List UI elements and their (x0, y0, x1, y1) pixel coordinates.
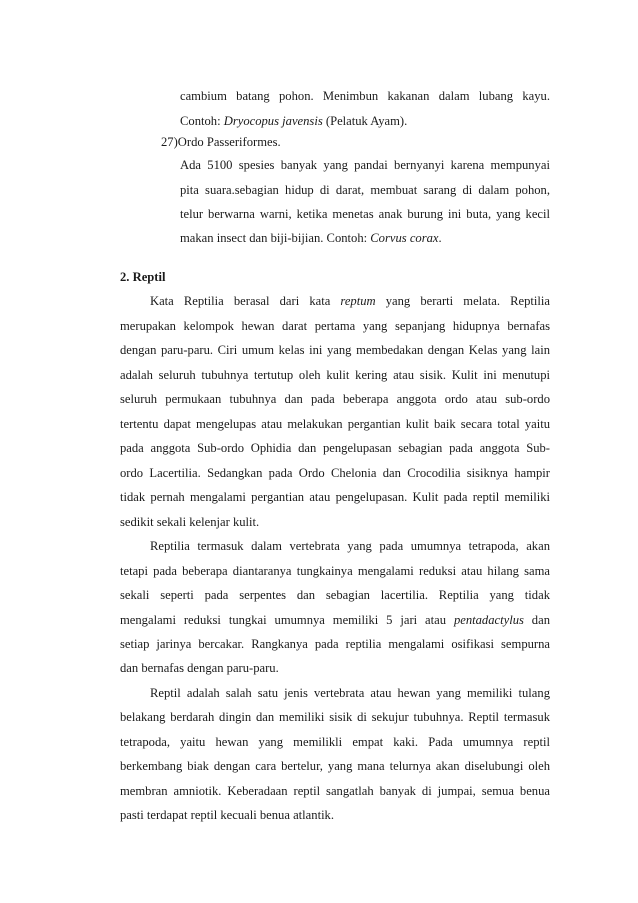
paragraph-line: tetapi pada beberapa diantaranya tungkainya mengalami reduksi atau hilang sama (120, 564, 550, 578)
paragraph-line: tetrapoda, yaitu hewan yang memilikli empat kaki. Pada umumnya reptil (120, 735, 550, 749)
list-text-line: pita suara.sebagian hidup di darat, membuat sarang di dalam pohon, (180, 183, 550, 197)
paragraph-line: berkembang biak dengan cara bertelur, yang mana telurnya akan diselubungi oleh (120, 759, 550, 773)
list-item-27-header (161, 134, 281, 150)
paragraph-line: Reptil adalah salah satu jenis vertebrata atau hewan yang memiliki tulang (150, 686, 550, 700)
list-item-title: Ordo Passeriformes. (177, 135, 281, 149)
paragraph-line: mengalami reduksi tungkai umumnya memiliki 5 jari atau pentadactylus dan (120, 613, 550, 627)
list-text-line: cambium batang pohon. Menimbun kakanan dalam lubang kayu. (180, 89, 550, 103)
paragraph-line: membran amniotik. Keberadaan reptil sangatlah banyak di jumpai, semua benua (120, 784, 550, 798)
paragraph-line: merupakan kelompok hewan darat pertama yang sepanjang hidupnya bernafas (120, 319, 550, 333)
italic-term: reptum (340, 294, 376, 308)
list-text-line: telur berwarna warni, ketika menetas anak burung ini buta, yang kecil (180, 207, 550, 221)
species-name: Dryocopus javensis (223, 114, 323, 128)
paragraph-line: tidak pernah mengalami pergantian atau pengelupasan. Kulit pada reptil memiliki (120, 490, 550, 504)
paragraph-line: sekali seperti pada serpentes dan sebagian lacertilia. Reptilia yang tidak (120, 588, 550, 602)
paragraph-line: tertentu dapat mengelupas atau melakukan pergantian kulit baik secara total yaitu (120, 417, 550, 431)
paragraph-line: sedikit sekali kelenjar kulit. (120, 515, 260, 529)
paragraph-line: Kata Reptilia berasal dari kata reptum yang berarti melata. Reptilia (150, 294, 550, 308)
list-example-line: Contoh: Dryocopus javensis (Pelatuk Ayam). (180, 114, 408, 128)
list-number: 27) (161, 135, 178, 149)
paragraph-line: Reptilia termasuk dalam vertebrata yang pada umumnya tetrapoda, akan (150, 539, 550, 553)
paragraph-line: dengan paru-paru. Ciri umum kelas ini yang membedakan dengan Kelas yang lain (120, 343, 550, 357)
species-name: Corvus corax (370, 231, 439, 245)
paragraph-line: dan bernafas dengan paru-paru. (120, 661, 279, 675)
paragraph-line: pada anggota Sub-ordo Ophidia dan pengelupasan sebagian pada anggota Sub- (120, 441, 550, 455)
paragraph-line: belakang berdarah dingin dan memiliki sisik di sekujur tubuhnya. Reptil termasuk (120, 710, 550, 724)
paragraph-line: seluruh permukaan tubuhnya dan pada beberapa anggota ordo atau sub-ordo (120, 392, 550, 406)
paragraph-line: ordo Lacertilia. Sedangkan pada Ordo Chelonia dan Crocodilia sisiknya hampir (120, 466, 550, 480)
list-text-line: Ada 5100 spesies banyak yang pandai bernyanyi karena mempunyai (180, 158, 550, 172)
list-example-line: makan insect dan biji-bijian. Contoh: Corvus corax. (180, 231, 442, 245)
section-heading: 2. Reptil (120, 270, 166, 284)
italic-term: pentadactylus (453, 613, 524, 627)
paragraph-line: setiap jarinya bercakar. Rangkanya pada reptilia mengalami osifikasi sempurna (120, 637, 550, 651)
paragraph-line: adalah seluruh tubuhnya tertutup oleh kulit kering atau sisik. Kulit ini menutupi (120, 368, 550, 382)
paragraph-line: pasti terdapat reptil kecuali benua atlantik. (120, 808, 335, 822)
